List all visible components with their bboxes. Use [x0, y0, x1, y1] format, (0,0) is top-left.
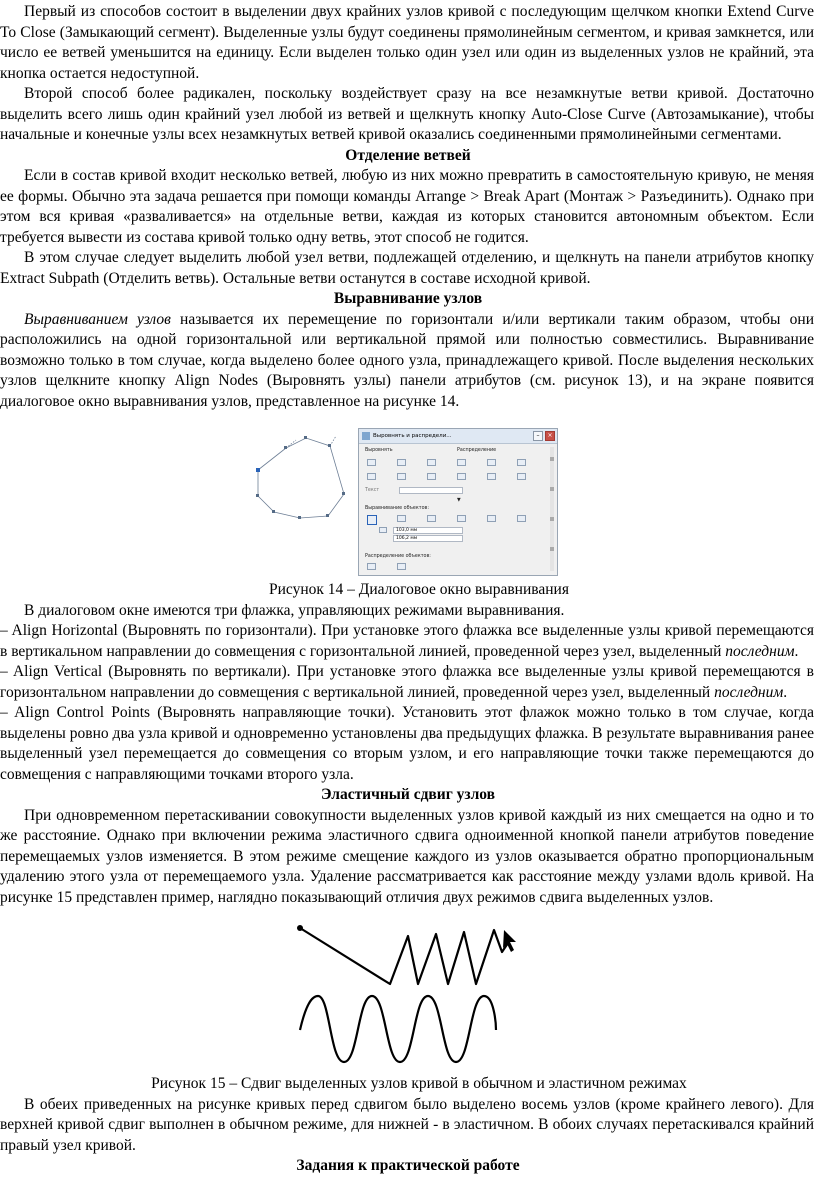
- paragraph: В обеих приведенных на рисунке кривых перед сдвигом было выделено восемь узлов (кроме крайнего левого). Для верхней кривой сдвиг выполнен в обычном режиме, для нижней - в эластичном. В обоих случаях перетаскивался крайний правый узел кривой.: [0, 1095, 814, 1154]
- section-heading: Отделение ветвей: [345, 146, 471, 164]
- align-section-label: Выровнять: [365, 448, 393, 453]
- align-center-icon: [397, 459, 406, 466]
- last-selected-icon: [397, 515, 406, 522]
- emphasis: последним: [714, 683, 784, 701]
- align-left-icon: [367, 459, 376, 466]
- page-center-icon: [487, 515, 496, 522]
- emphasis: Выравниванием узлов: [24, 310, 171, 328]
- align-bottom-icon: [427, 473, 436, 480]
- first-selected-icon: [427, 515, 436, 522]
- selection-icon: [367, 515, 377, 525]
- list-item: – Align Horizontal (Выровнять по горизонтали). При установке этого флажка все выделенные узлы кривой перемещаются в вертикальном направлении до совмещения с горизонтальной линией, проведенной через узел, выделенный последним.: [0, 622, 814, 660]
- align-right-icon: [427, 459, 436, 466]
- distribute-objects-label: Распределение объектов:: [365, 554, 431, 559]
- distribute-left-icon: [457, 459, 466, 466]
- list-item-text: – Align Vertical (Выровнять по вертикали). При установке этого флажка все выделенные узлы кривой перемещаются в горизонтальном направлении до совмещения с вертикальной линией, проведенной через узел, выделенный: [0, 663, 814, 701]
- y-field: 106,2 мм: [393, 535, 463, 542]
- start-node-icon: [297, 925, 303, 931]
- close-icon: ×: [545, 431, 555, 441]
- align-dialog-screenshot: [358, 428, 558, 576]
- paragraph: При одновременном перетаскивании совокупности выделенных узлов кривой каждый из них смещается на одно и то же расстояние. Однако при включении режима эластичного сдвига одноименной кнопкой панели атрибутов поведение перемещаемых узлов изменяется. В этом режиме смещение каждого из узлов оказывается обратно пропорциональным удалению этого узла от перемещаемого узла. Удаление рассматривается как расстояние между узлами вдоль кривой. На рисунке 15 представлен пример, наглядно показывающий отличия двух режимов сдвига выделенных узлов.: [0, 806, 814, 906]
- distribute-top-icon: [457, 473, 466, 480]
- paragraph-text: называется их перемещение по горизонтали и/или вертикали таким образом, чтобы они расположились на одной горизонтальной или вертикальной прямой или полностью совместились. Выравнивание возможно только в том случае, когда выделено более одного узла, принадлежащего кривой. После выделения нескольких узлов щелкните кнопку Align Nodes (Выровнять узлы) панели атрибутов (см. рисунок 13), и на экране появится диалоговое окно выравнивания узлов, представленное на рисунке 14.: [0, 310, 815, 410]
- distribute-right-icon: [517, 459, 526, 466]
- figure-caption: Рисунок 14 – Диалоговое окно выравнивания: [269, 581, 569, 598]
- minimize-icon: –: [533, 431, 543, 441]
- paragraph: В этом случае следует выделить любой узел ветви, подлежащей отделению, и щелкнуть на панели атрибутов кнопку Extract Subpath (Отделить ветвь). Остальные ветви останутся в составе исходной кривой.: [0, 249, 814, 287]
- grid-icon: [517, 515, 526, 522]
- x-field: 103,0 мм: [393, 527, 463, 534]
- elastic-shift-illustration: [0, 912, 816, 1072]
- list-item: – Align Control Points (Выровнять направляющие точки). Установить этот флажок можно только в том случае, когда выделены ровно два узла кривой и одновременно установлены два предыдущих флажка. В результате выравнивания ранее выделенный узел перемещается до совмещения со вторым узлом, и его направляющие точки также перемещаются до совмещения с направляющими точками второго узла.: [0, 704, 814, 783]
- figure-14: [0, 428, 816, 576]
- section-heading: Эластичный сдвиг узлов: [320, 786, 496, 803]
- align-top-icon: [367, 473, 376, 480]
- list-item-text: – Align Horizontal (Выровнять по горизонтали). При установке этого флажка все выделенные узлы кривой перемещаются в вертикальном направлении до совмещения с горизонтальной линией, проведенной через узел, выделенный: [0, 622, 814, 660]
- dialog-scrollbar: [550, 447, 554, 571]
- paragraph: Если в состав кривой входит несколько ветвей, любую из них можно превратить в самостоятельную кривую, не меняя ее формы. Обычно эта задача решается при помощи команды Arrange > Break Apart (Монтаж > Разъединить). Однако при этом вся кривая «разваливается» на отдельные ветви, каждая из которых становится автономным объектом. Если требуется вывести из состава кривой только одну ветвь, этот способ не годится.: [0, 167, 814, 246]
- align-middle-icon: [397, 473, 406, 480]
- distribute-bottom-icon: [517, 473, 526, 480]
- point-icon: [379, 527, 387, 533]
- figure-15: [0, 912, 816, 1072]
- text-dropdown: [399, 487, 463, 494]
- dialog-title: Выровнять и распредели...: [373, 433, 452, 439]
- align-objects-label: Выравнивание объектов:: [365, 506, 429, 511]
- distribute-center-icon: [487, 459, 496, 466]
- paragraph: Первый из способов состоит в выделении двух крайних узлов кривой с последующим щелчком кнопки Extend Curve To Close (Замыкающий сегмент). Выделенные узлы будут соединены прямолинейным сегментом, и кривая замкнется, или число ее ветвей уменьшится на единицу. Если выделен только один узел или один из выделенных узлов не крайний, эта кнопка остается недоступной.: [0, 3, 814, 82]
- chevron-down-icon: ▼: [457, 498, 461, 503]
- distribute-middle-icon: [487, 473, 496, 480]
- dialog-titlebar: [359, 429, 557, 444]
- app-icon: [362, 432, 370, 440]
- paragraph: [0, 310, 816, 413]
- distribute-spacing-icon: [397, 563, 406, 570]
- section-heading: Задания к практической работе: [296, 1157, 520, 1174]
- figure-caption: Рисунок 15 – Сдвиг выделенных узлов кривой в обычном и эластичном режимах: [151, 1075, 687, 1092]
- emphasis: последним: [725, 642, 795, 660]
- text-label: Текст: [365, 488, 380, 493]
- distribute-section-label: Распределение: [457, 448, 497, 453]
- page-edge-icon: [457, 515, 466, 522]
- list-item: – Align Vertical (Выровнять по вертикали). При установке этого флажка все выделенные узлы кривой перемещаются в горизонтальном направлении до совмещения с вертикальной линией, проведенной через узел, выделенный последним.: [0, 663, 814, 701]
- section-heading: Выравнивание узлов: [333, 290, 483, 307]
- paragraph: Второй способ более радикален, поскольку воздействует сразу на все незамкнутые ветви кривой. Достаточно выделить всего лишь один крайний узел любой из ветвей и щелкнуть кнопку Auto-Close Curve (Автозамыкание), чтобы начальные и конечные узлы всех незамкнутых ветвей кривой оказались соединенными прямолинейными сегментами.: [0, 85, 814, 143]
- distribute-extent-icon: [367, 563, 376, 570]
- paragraph: В диалоговом окне имеются три флажка, управляющих режимами выравнивания.: [24, 601, 565, 619]
